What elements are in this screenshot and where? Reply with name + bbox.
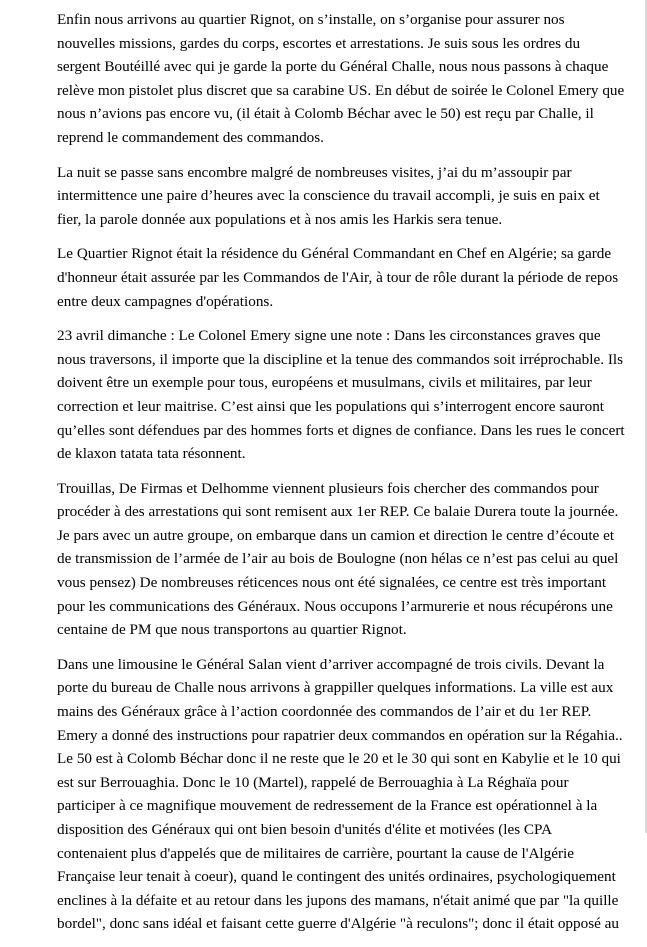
text-line: sergent Boutéillé avec qui je garde la porte du Général Challe, nous nous passons à chaque	[57, 58, 609, 76]
text-line: Le Quartier Rignot était la résidence du Général Commandant en Chef en Algérie; sa garde	[57, 245, 612, 263]
paragraph-3	[57, 242, 619, 313]
text-line: reprend le commandement des commandos.	[57, 128, 324, 146]
text-line: fier, la parole donnée aux populations et à nos amis les Harkis sera tenue.	[57, 210, 503, 228]
text-line: correction et leur maitrise. C’est ainsi que les populations qui s’interrogent encore sauront	[57, 397, 605, 415]
text-line: Enfin nous arrivons au quartier Rignot, on s’installe, on s’organise pour assurer nos	[57, 11, 565, 28]
text-line: 23 avril dimanche : Le Colonel Emery signe une note : Dans les circonstances graves que	[57, 327, 601, 345]
text-line: qu’elles sont défendues par des hommes forts et dignes de confiance. Dans les rues le concert	[57, 421, 625, 439]
text-line: contenaient plus d'appelés que de militaires de carrière, pourtant la cause de l'Algérie	[57, 844, 574, 862]
document-body	[57, 8, 625, 947]
text-line: intermittence une paire d’heures avec la conscience du travail accompli, je suis en paix et	[57, 187, 600, 205]
text-line: Trouillas, De Firmas et Delhomme viennent plusieurs fois chercher des commandos pour	[57, 479, 599, 497]
paragraph-5	[57, 477, 619, 642]
text-line: nous traversons, il importe que la discipline et la tenue des commandos soit irréprochable. Ils	[57, 350, 624, 368]
text-line: relève mon pistolet plus discret que sa carabine US. En début de soirée le Colonel Emery que	[57, 81, 625, 99]
text-line: porte du bureau de Challe nous arrivons à grappiller quelques informations. La ville est aux	[57, 679, 614, 697]
text-line: est sur Berrouaghia. Donc le 10 (Martel), rappelé de Berrouaghia à La Réghaïa pour	[57, 773, 569, 791]
text-line: de transmission de l’armée de l’air au bois de Boulogne (non hélas ce n’est pas celui au quel	[57, 550, 619, 568]
text-line: Dans une limousine le Général Salan vient d’arriver accompagné de trois civils. Devant la	[57, 655, 605, 673]
text-line: Française leur tenait à coeur), quand le contingent des unités ordinaires, psychologiquement	[57, 868, 616, 886]
text-line: nouvelles missions, gardes du corps, escortes et arrestations. Je suis sous les ordres du	[57, 34, 581, 52]
text-line: Emery a donné des instructions pour rapatrier deux commandos en opération sur la Régahia..	[57, 726, 623, 744]
paragraph-1	[57, 8, 625, 150]
text-line: disposition des Généraux qui ont bien besoin d'unités d'élite et motivées (les CPA	[57, 821, 553, 838]
paragraph-4	[57, 324, 625, 466]
text-line: Le 50 est à Colomb Béchar donc il ne reste que le 20 et le 30 qui sont en Kabylie et le 10 qui	[57, 750, 621, 768]
text-line: bordel", donc sans idéal et faisant cette guerre d'Algérie "à reculons"; donc il était opposé au	[57, 915, 619, 933]
text-line: vous pensez) De nombreuses réticences nous ont été signalées, ce centre est très important	[57, 574, 607, 592]
text-line: participer à ce magnifique mouvement de redressement de la France est opérationnel à la	[57, 797, 598, 815]
text-line: La nuit se passe sans encombre malgré de nombreuses visites, j’ai du m’assoupir par	[57, 163, 572, 181]
text-line: nous n’avions pas encore vu, (il était à Colomb Béchar avec le 50) est reçu par Challe, il	[57, 105, 594, 123]
text-line: enclines à la défaite et au retour dans les jupons des mamans, n'était animé que par "la quille	[57, 891, 619, 909]
text-line: centaine de PM que nous transportons au quartier Rignot.	[57, 621, 407, 639]
text-line: de klaxon tatata tata résonnent.	[57, 445, 246, 463]
paragraph-6	[57, 653, 623, 936]
text-line: doivent être un exemple pour tous, européens et musulmans, civils et militaires, par leur	[57, 374, 592, 392]
text-line: pour les communications des Généraux. Nous occupons l’armurerie et nous récupérons une	[57, 597, 613, 615]
text-line: procéder à des arrestations qui sont remisent aux 1er REP. Ce balaie Durera toute la journée.	[57, 503, 619, 521]
paragraph-2	[57, 161, 609, 232]
text-line: Je pars avec un autre groupe, on embarque dans un camion et direction le centre d’écoute et	[57, 526, 615, 544]
text-line: d'honneur était assurée par les Commandos de l'Air, à tour de rôle durant la période de repos	[57, 268, 619, 286]
text-line: entre deux campagnes d'opérations.	[57, 292, 274, 310]
text-line: mains des Généraux grâce à l’action coordonnée des commandos de l’air et du 1er REP.	[57, 703, 592, 721]
